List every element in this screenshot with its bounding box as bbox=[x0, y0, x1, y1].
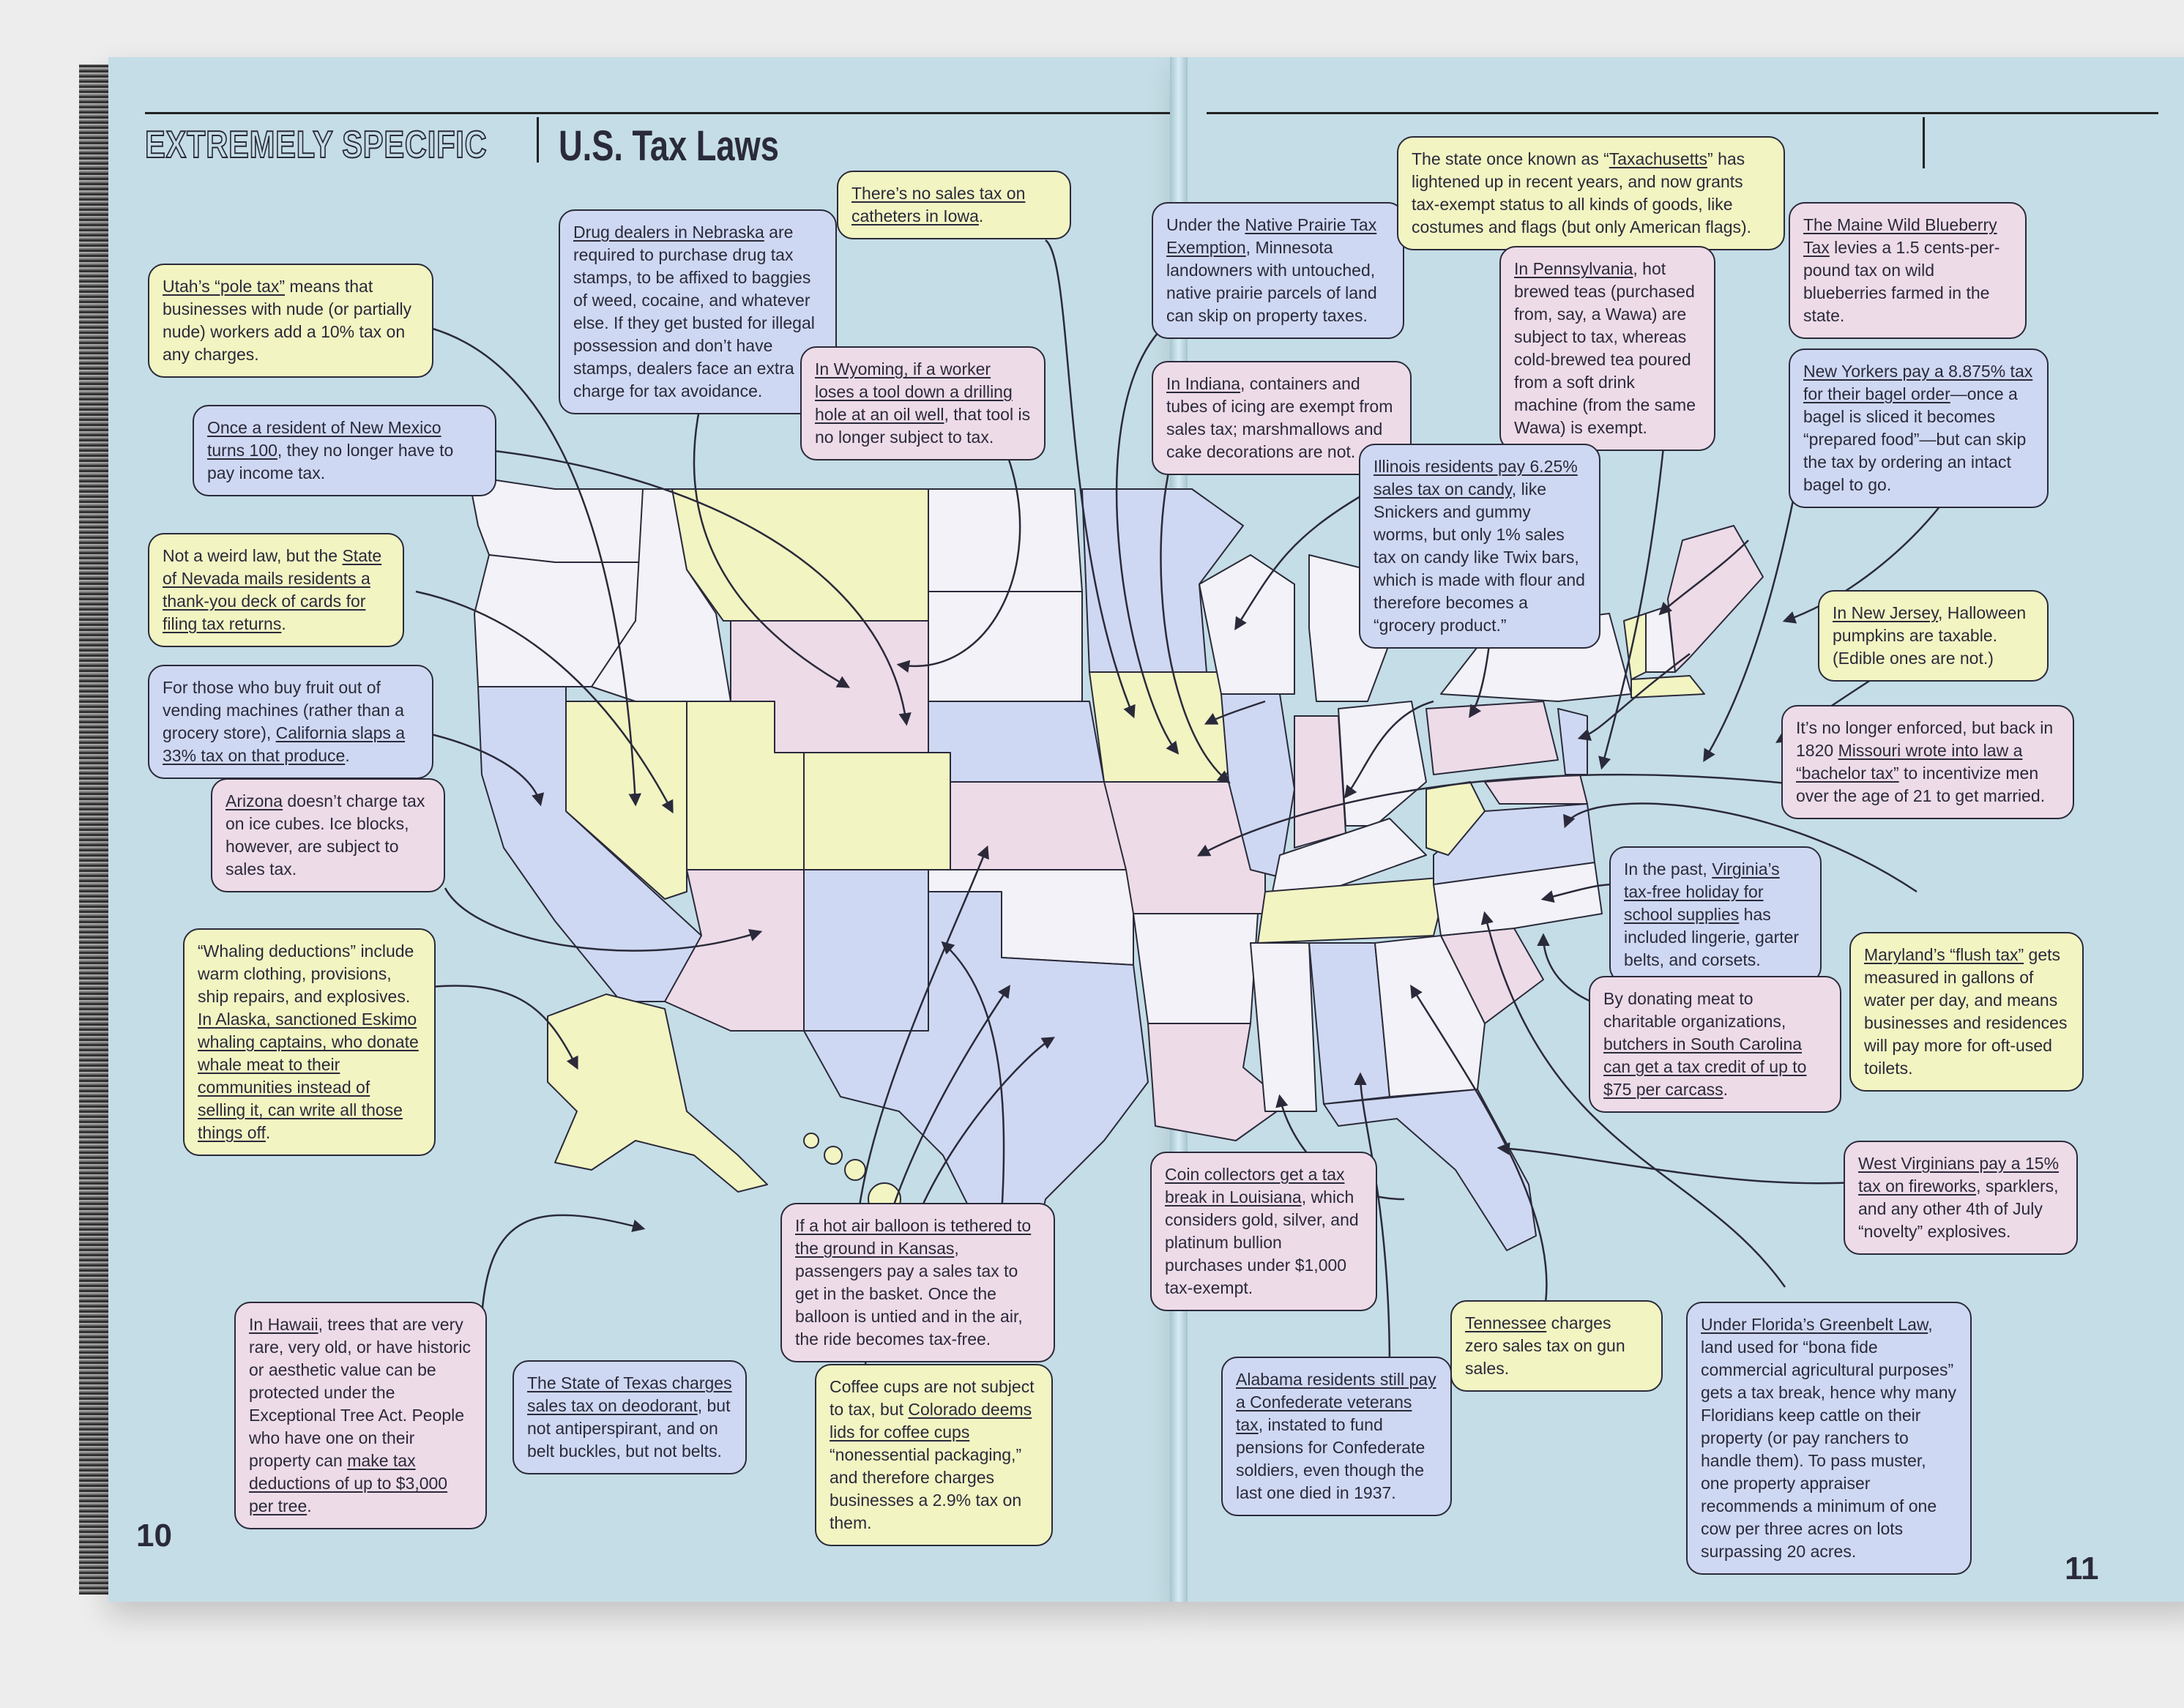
header-divider bbox=[537, 117, 539, 163]
state-newmexico bbox=[804, 870, 928, 1031]
note-alabama: Alabama residents still pay a Confederate veterans tax, instated to fund pensions for Confederate soldiers, even though the last one died in 1937. bbox=[1221, 1357, 1452, 1516]
note-tennessee: Tennessee charges zero sales tax on gun sales. bbox=[1450, 1300, 1663, 1392]
note-maine: The Maine Wild Blueberry Tax levies a 1.5 cents-per-pound tax on wild blueberries farmed in the state. bbox=[1789, 202, 2027, 339]
state-massachusetts bbox=[1631, 676, 1704, 698]
note-virginia: In the past, Virginia’s tax-free holiday for school supplies has included lingerie, garter belts, and corsets. bbox=[1609, 846, 1822, 983]
title-extremely-specific: EXTREMELY SPECIFIC bbox=[145, 124, 488, 166]
note-hawaii: In Hawaii, trees that are very rare, very old, or have historic or aesthetic value can be protected under the Exceptional Tree Act. People who have one on their property can make tax deductions of up to $3,000 per tree. bbox=[234, 1302, 487, 1529]
title-us-tax-laws: U.S. Tax Laws bbox=[559, 122, 779, 170]
header-divider-right bbox=[1923, 117, 1925, 168]
state-nebraska bbox=[928, 701, 1104, 782]
note-iowa: There’s no sales tax on catheters in Iowa. bbox=[837, 171, 1071, 239]
state-maine bbox=[1668, 526, 1763, 672]
note-arizona: Arizona doesn’t charge tax on ice cubes. Ice blocks, however, are subject to sales tax. bbox=[211, 778, 445, 892]
book-spread bbox=[79, 57, 2129, 1602]
note-south-carolina: By donating meat to charitable organizations, butchers in South Carolina can get a tax credit of up to $75 per carcass. bbox=[1589, 976, 1841, 1113]
state-pennsylvania bbox=[1426, 701, 1558, 775]
note-nebraska: Drug dealers in Nebraska are required to purchase drug tax stamps, to be affixed to baggies of weed, cocaine, and whatever else. If they get busted for illegal possession and don’t have stamps, dealers face an extra charge for tax avoidance. bbox=[559, 209, 837, 414]
state-washington bbox=[471, 480, 643, 562]
note-maryland: Maryland’s “flush tax” gets measured in gallons of water per day, and means businesses and residences will pay more for oft-used toilets. bbox=[1849, 932, 2084, 1092]
note-kansas: If a hot air balloon is tethered to the ground in Kansas, passengers pay a sales tax to get in the basket. Once the balloon is untied and in the air, the ride becomes tax-free. bbox=[780, 1203, 1055, 1362]
note-west-virginia: West Virginians pay a 15% tax on fireworks, sparklers, and any other 4th of July “novelty” explosives. bbox=[1844, 1141, 2078, 1255]
note-nevada: Not a weird law, but the State of Nevada mails residents a thank-you deck of cards for filing tax returns. bbox=[148, 533, 404, 647]
state-newjersey bbox=[1558, 709, 1587, 775]
note-new-mexico: Once a resident of New Mexico turns 100, they no longer have to pay income tax. bbox=[193, 405, 496, 496]
page-number-right: 11 bbox=[2065, 1551, 2099, 1586]
note-wyoming: In Wyoming, if a worker loses a tool down a drilling hole at an oil well, that tool is no longer subject to tax. bbox=[800, 346, 1046, 460]
header-rule-left bbox=[145, 112, 1170, 114]
state-kansas bbox=[950, 782, 1126, 870]
note-louisiana: Coin collectors get a tax break in Louisiana, which considers gold, silver, and platinum bullion purchases under $1,000 tax-exempt. bbox=[1150, 1152, 1377, 1311]
note-pennsylvania: In Pennsylvania, hot brewed teas (purchased from, say, a Wawa) are subject to tax, whereas cold-brewed tea poured from a soft drink machine (from the same Wawa) is exempt. bbox=[1499, 246, 1715, 451]
header-rule-right bbox=[1207, 112, 2158, 114]
note-illinois: Illinois residents pay 6.25% sales tax on candy, like Snickers and gummy worms, but only 1% sales tax on candy like Twix bars, which is made with flour and therefore becomes a “grocery product.” bbox=[1359, 444, 1600, 649]
page-number-left: 10 bbox=[136, 1518, 172, 1554]
state-arkansas bbox=[1133, 914, 1258, 1023]
state-ohio bbox=[1338, 701, 1426, 826]
note-texas: The State of Texas charges sales tax on deodorant, but not antiperspirant, and on belt buckles, but not belts. bbox=[513, 1360, 747, 1474]
note-massachusetts: The state once known as “Taxachusetts” has lightened up in recent years, and now grants tax-exempt status to all kinds of goods, like costumes and flags (but only American flags). bbox=[1397, 136, 1785, 250]
state-colorado bbox=[804, 753, 950, 870]
note-alaska: “Whaling deductions” include warm clothing, provisions, ship repairs, and explosives. In Alaska, sanctioned Eskimo whaling captains, who donate whale meat to their communities instead of selling it, can write all those things off. bbox=[183, 928, 436, 1156]
note-utah: Utah’s “pole tax” means that businesses with nude (or partially nude) workers add a 10% tax on any charges. bbox=[148, 264, 433, 378]
note-minnesota: Under the Native Prairie Tax Exemption, Minnesota landowners with untouched, native prairie parcels of land can skip on property taxes. bbox=[1152, 202, 1404, 339]
note-missouri: It’s no longer enforced, but back in 1820 Missouri wrote into law a “bachelor tax” to incentivize men over the age of 21 to get married. bbox=[1781, 705, 2074, 819]
state-indiana bbox=[1294, 716, 1346, 848]
state-southdakota bbox=[928, 592, 1082, 701]
state-northdakota bbox=[928, 489, 1082, 592]
state-montana bbox=[672, 489, 928, 621]
note-california: For those who buy fruit out of vending machines (rather than a grocery store), California slaps a 33% tax on that produce. bbox=[148, 665, 433, 779]
note-new-jersey: In New Jersey, Halloween pumpkins are taxable. (Edible ones are not.) bbox=[1818, 590, 2049, 682]
note-colorado: Coffee cups are not subject to tax, but Colorado deems lids for coffee cups “nonessential packaging,” and therefore charges businesses a 2.9% tax on them. bbox=[815, 1364, 1053, 1546]
note-new-york: New Yorkers pay a 8.875% tax for their bagel order—once a bagel is sliced it becomes “prepared food”—but can skip the tax by ordering an intact bagel to go. bbox=[1789, 348, 2049, 508]
note-florida: Under Florida’s Greenbelt Law, land used for “bona fide commercial agricultural purposes” gets a tax break, hence why many Floridians keep cattle on their property (or pay ranchers to handle them). To pass muster, one property appraiser recommends a minimum of one cow per three acres on lots surpassing 20 acres. bbox=[1686, 1302, 1972, 1575]
note-indiana: In Indiana, containers and tubes of icing are exempt from sales tax; marshmallows and cake decorations are not. bbox=[1152, 361, 1412, 475]
